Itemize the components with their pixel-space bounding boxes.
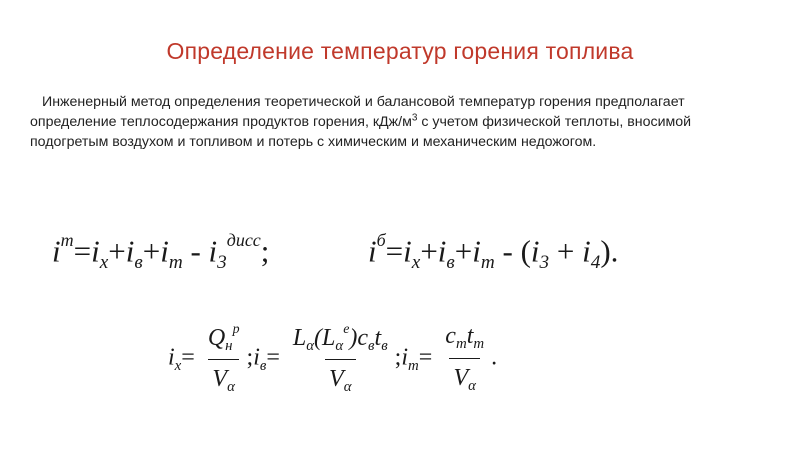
fraction-fuel-numerator (204, 322, 244, 359)
fraction-fuel-physical-denominator (449, 358, 479, 395)
fraction-fuel-denominator (208, 359, 238, 396)
f3-f3-a-sub: m (455, 336, 467, 353)
f3-sep2: ; (394, 344, 402, 371)
f2-t1: i (403, 233, 412, 269)
f2-lhs: i (368, 233, 377, 269)
f2-plus3: + (549, 233, 583, 269)
f3-eq2: = (266, 344, 280, 371)
f3-sep1: ; (246, 344, 254, 371)
fraction-fuel-heat (204, 322, 244, 396)
formula-component-enthalpies (168, 322, 497, 396)
f3-f3-b-sub: m (473, 336, 485, 353)
f2-t2-sub: в (446, 252, 455, 273)
f3-f1-den: V (212, 366, 228, 393)
f3-im: i (401, 344, 408, 371)
f1-t4-sup: дисс (226, 230, 261, 250)
paragraph-text-2: с учетом физической теплоты, вносимой подогретым воздухом и топливом и потерь с химическим и механическим недожогом. (30, 114, 692, 150)
f3-f2-a: L (292, 324, 307, 351)
f3-f3-a: c (445, 323, 456, 350)
f2-t3: i (472, 233, 481, 269)
paragraph-superscript: 3 (411, 112, 418, 124)
fraction-air-numerator (289, 322, 392, 359)
f3-f1-num: Q (207, 324, 226, 351)
f1-t3-sub: m (168, 252, 183, 273)
f3-f3-b: t (466, 323, 474, 350)
paragraph-text-1: Инженерный метод определения теоретической и балансовой температур горения предполагает определение теплосодержания продуктов горения, кДж/м (30, 94, 685, 130)
f1-t4-sub: 3 (217, 252, 227, 273)
f1-lhs: i (52, 233, 61, 269)
f1-t2-sub: в (134, 252, 143, 273)
f3-f3-den: V (453, 364, 469, 391)
fraction-fuel-physical-heat (441, 323, 488, 394)
f2-plus1: + (420, 233, 438, 269)
fraction-air-denominator (325, 359, 355, 396)
f3-iv: i (253, 344, 260, 371)
f3-f2-d-sub: в (381, 338, 388, 355)
f3-f1-den-sub: α (227, 379, 235, 396)
f2-t4: i (530, 233, 540, 269)
f2-t5: i (582, 233, 591, 269)
f3-iv-sub: в (259, 357, 267, 374)
f3-ix: i (168, 344, 175, 371)
f2-lhs-sup: б (376, 230, 386, 250)
f2-end: ). (600, 233, 619, 269)
f1-t3: i (160, 233, 169, 269)
f3-eq1: = (181, 344, 195, 371)
f1-t1-sub: x (99, 252, 109, 273)
f2-t1-sub: x (411, 252, 421, 273)
f3-f1-num-sub: н (225, 338, 233, 355)
f3-f2-a-sub: α (306, 338, 315, 355)
f1-eq: = (73, 233, 92, 269)
f3-f2-d: t (374, 324, 382, 351)
f3-f2-den-sub: α (343, 379, 352, 396)
f1-t1: i (91, 233, 100, 269)
f3-ix-sub: x (174, 357, 182, 374)
f2-plus2: + (454, 233, 473, 269)
f1-plus1: + (108, 233, 126, 269)
f1-plus2: + (142, 233, 161, 269)
f2-t5-sub: 4 (590, 252, 601, 273)
f3-im-sub: m (408, 357, 419, 374)
formula-balance-enthalpy (368, 230, 618, 274)
f1-minus: - (182, 233, 209, 269)
f2-eq: = (385, 233, 404, 269)
f3-f2-den: V (329, 366, 344, 393)
f1-end: ; (260, 233, 270, 269)
f3-eq3: = (418, 344, 433, 371)
f3-f1-num-sup: р (232, 322, 240, 337)
f3-f2-b: (L (314, 324, 336, 351)
f2-t2: i (437, 233, 447, 269)
f3-f2-c: )c (349, 324, 369, 351)
f1-lhs-sup: m (60, 230, 74, 250)
f3-f2-b-sub: α (335, 338, 344, 355)
formula-theoretical-enthalpy (52, 230, 269, 274)
f3-end: . (491, 344, 498, 371)
f2-minus: - ( (494, 233, 531, 269)
f1-t2: i (125, 233, 135, 269)
f3-f3-den-sub: α (468, 377, 476, 394)
fraction-fuel-physical-numerator (441, 323, 488, 357)
slide-title: Определение температур горения топлива (166, 38, 634, 64)
f2-t3-sub: m (480, 252, 495, 273)
f3-f2-b-sup: е (343, 322, 350, 337)
f1-t4: i (208, 233, 218, 269)
body-paragraph (30, 92, 730, 152)
f3-f2-c-sub: в (368, 338, 375, 355)
f2-t4-sub: 3 (539, 252, 550, 273)
fraction-air-heat (289, 322, 392, 396)
